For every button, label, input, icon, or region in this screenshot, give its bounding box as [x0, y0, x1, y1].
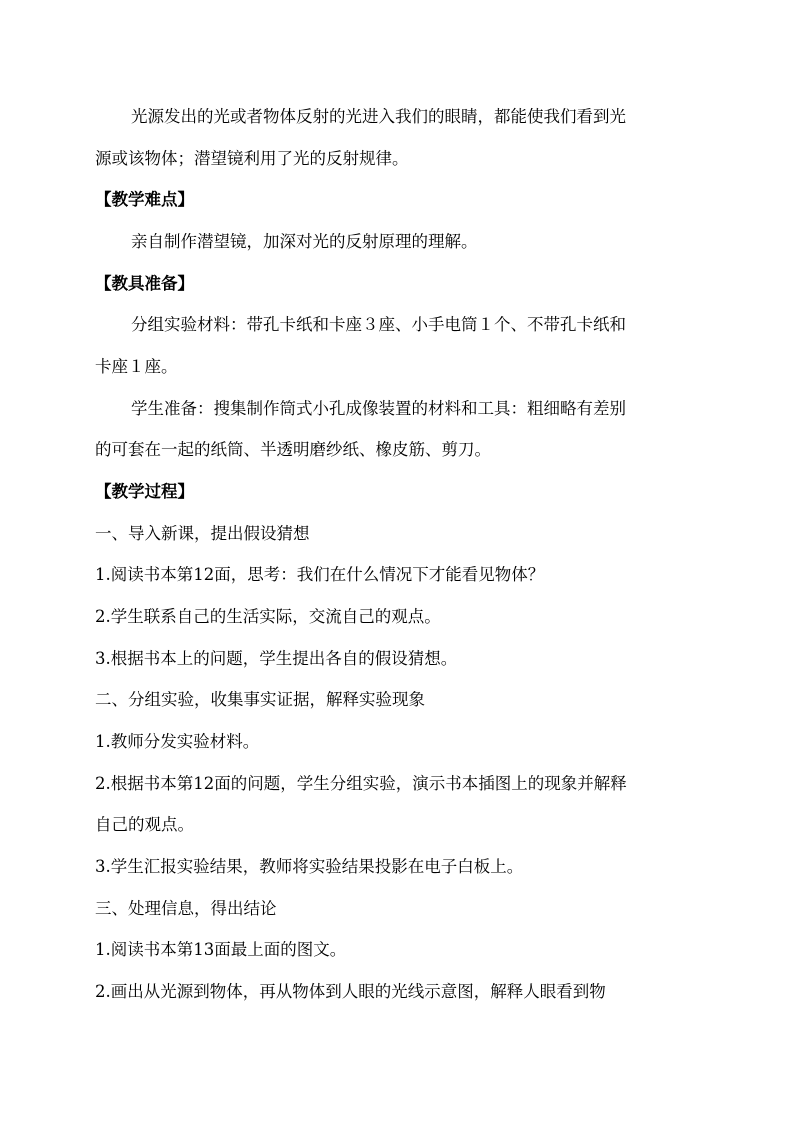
section-2-item-3: 3.学生汇报实验结果，教师将实验结果投影在电子白板上。 [95, 857, 524, 876]
section-1-title: 一、导入新课，提出假设猜想 [95, 524, 310, 543]
difficulty-heading: 【教学难点】 [95, 190, 194, 209]
intro-line-2: 源或该物体；潜望镜利用了光的反射规律。 [95, 149, 409, 168]
process-heading: 【教学过程】 [95, 482, 194, 501]
section-1-item-1: 1.阅读书本第12面，思考：我们在什么情况下才能看见物体？ [95, 565, 545, 584]
section-2-item-2-line-1: 2.根据书本第12面的问题，学生分组实验，演示书本插图上的现象并解释 [95, 774, 627, 793]
difficulty-text: 亲自制作潜望镜，加深对光的反射原理的理解。 [131, 232, 478, 251]
group-materials-line-2: 卡座１座。 [95, 357, 178, 376]
section-3-item-2: 2.画出从光源到物体，再从物体到人眼的光线示意图，解释人眼看到物 [95, 982, 606, 1001]
student-prep-line-2: 的可套在一起的纸筒、半透明磨纱纸、橡皮筋、剪刀。 [95, 440, 491, 459]
section-3-title: 三、处理信息，得出结论 [95, 899, 277, 918]
section-1-item-3: 3.根据书本上的问题，学生提出各自的假设猜想。 [95, 649, 458, 668]
group-materials-line-1: 分组实验材料：带孔卡纸和卡座３座、小手电筒１个、不带孔卡纸和 [131, 315, 626, 334]
section-2-item-2-line-2: 自己的观点。 [95, 815, 194, 834]
materials-heading: 【教具准备】 [95, 274, 194, 293]
intro-line-1: 光源发出的光或者物体反射的光进入我们的眼睛，都能使我们看到光 [131, 107, 626, 126]
section-1-item-2: 2.学生联系自己的生活实际，交流自己的观点。 [95, 607, 441, 626]
section-3-item-1: 1.阅读书本第13面最上面的图文。 [95, 940, 347, 959]
student-prep-line-1: 学生准备：搜集制作筒式小孔成像装置的材料和工具：粗细略有差别 [131, 399, 626, 418]
section-2-item-1: 1.教师分发实验材料。 [95, 732, 260, 751]
section-2-title: 二、分组实验，收集事实证据，解释实验现象 [95, 690, 425, 709]
